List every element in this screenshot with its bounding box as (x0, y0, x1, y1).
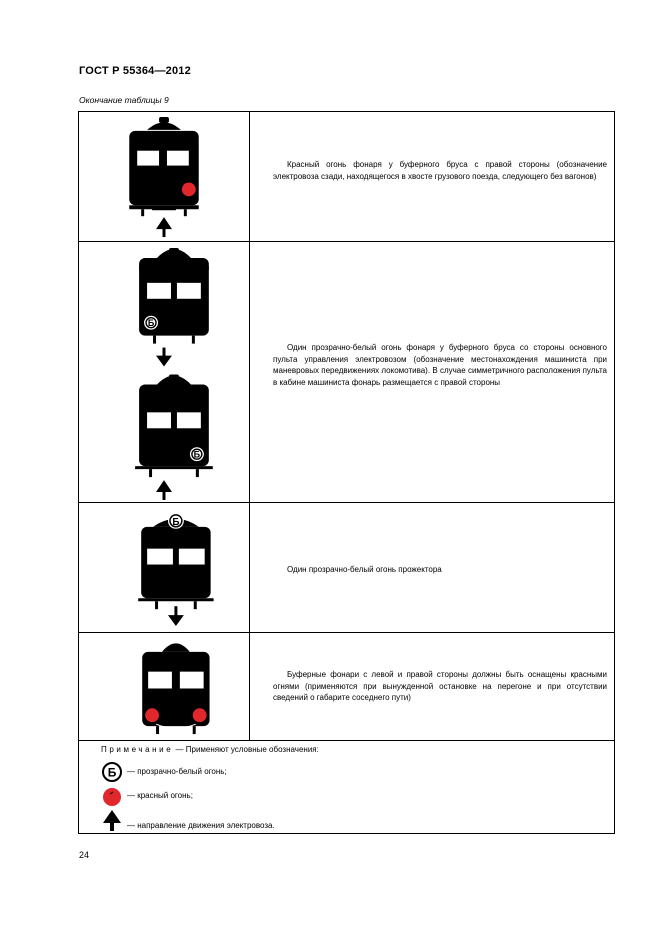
row-description: Красный огонь фонаря у буферного бруса с правой стороны (обозначение электровоза сзади, находящегося в хвосте грузового поезда, следующего без вагонов) (273, 160, 607, 181)
table-caption: Окончание таблицы 9 (79, 95, 169, 105)
direction-arrow-icon (156, 217, 172, 237)
legend-text: — направление движения электровоза. (127, 821, 275, 830)
red-light-icon (193, 708, 207, 722)
direction-arrow-icon (168, 606, 184, 626)
white-light-letter: Б (172, 516, 180, 528)
white-light-letter: Б (147, 318, 155, 329)
white-light-icon (190, 447, 204, 461)
row-description: Один прозрачно-белый огонь фонаря у буферного бруса со стороны основного пульта управления электровозом (обозначение местонахождения машиниста при маневровых передвижениях локомотива). В случае симметричного расположения пульта в кабине машиниста фонарь размещается с правой стороны (273, 343, 607, 387)
row-description: Один прозрачно-белый огонь прожектора (287, 565, 442, 574)
direction-arrow-icon (156, 348, 172, 367)
legend-text: — прозрачно-белый огонь; (127, 767, 227, 776)
document-header: ГОСТ Р 55364—2012 (79, 65, 191, 77)
row-description: Буферные фонари с левой и правой стороны должны быть оснащены красными огнями (применяются при вынужденной остановке на перегоне и при отсутствии сведений о габарите соседнего пути) (273, 670, 607, 702)
locomotive-red-right-light-figure (79, 112, 249, 241)
locomotive-red-buffer-lights-figure (79, 633, 249, 740)
red-light-icon (182, 182, 196, 196)
direction-arrow-icon (156, 480, 172, 500)
page-number: 24 (79, 850, 90, 860)
locomotive-headlight-figure (79, 503, 249, 632)
table-row (79, 633, 614, 741)
signals-table (78, 111, 615, 834)
note-label: Примечание (101, 745, 174, 754)
white-light-letter: Б (107, 765, 117, 780)
direction-arrow-icon (101, 809, 123, 831)
table-note (79, 741, 614, 833)
table-row (79, 112, 614, 242)
white-light-icon (168, 513, 184, 529)
white-light-letter: Б (193, 449, 201, 460)
white-light-icon (144, 316, 158, 330)
table-row (79, 503, 614, 633)
note-intro: — Применяют условные обозначения: (173, 745, 319, 754)
table-row (79, 242, 614, 503)
legend-text: — красный огонь; (127, 791, 193, 800)
locomotive-white-light-pair-figure (79, 242, 249, 502)
note-title (101, 745, 319, 754)
red-light-icon (145, 708, 159, 722)
white-light-icon (101, 761, 123, 783)
red-light-icon (101, 786, 123, 808)
